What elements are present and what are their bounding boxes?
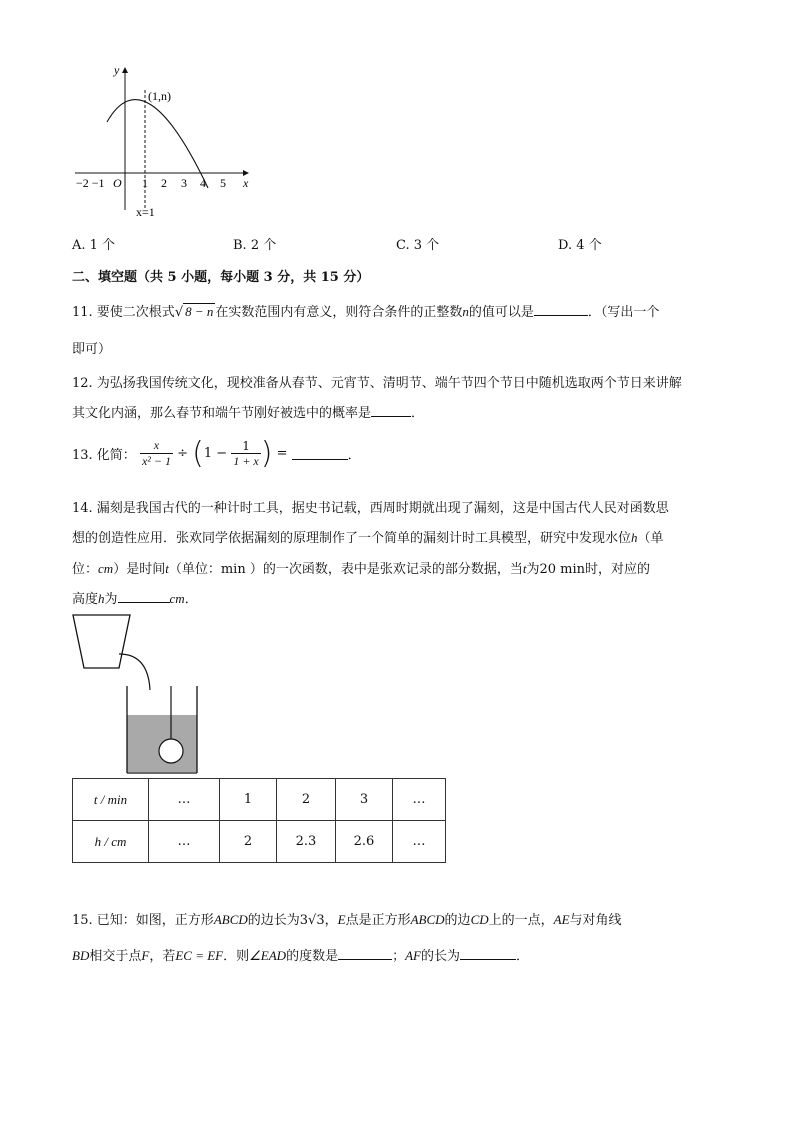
q15-side: 3√3 <box>299 913 325 928</box>
q15-cd: CD <box>470 912 489 927</box>
table-head-h: h / cm <box>73 821 149 863</box>
q11-text-suffix: 的值可以是 <box>468 305 534 320</box>
q15-a: 15. 已知：如图，正方形 <box>72 913 214 928</box>
q11-radicand: 8 − n <box>185 304 214 319</box>
q14-l4-a: 高度 <box>72 592 99 607</box>
tick-label-2: 2 <box>161 176 167 190</box>
q12-end: ． <box>411 406 425 421</box>
q15-angle: ∠EAD <box>249 948 287 963</box>
q15-end: ． <box>516 949 530 964</box>
q15-answer-blank-2[interactable] <box>460 948 516 960</box>
q13-paren-close: ) <box>260 436 273 471</box>
q15-m: ； <box>392 949 406 964</box>
y-axis-label: y <box>114 63 120 77</box>
question-11 <box>72 301 659 320</box>
q15-sq: ABCD <box>213 912 248 927</box>
q12-text: 其文化内涵，那么春节和端午节刚好被选中的概率是 <box>72 406 372 421</box>
q15-l: 的度数是 <box>286 949 339 964</box>
drip-spout <box>119 654 150 690</box>
q13-frac1-num: x <box>140 438 173 454</box>
q15-f: 的边 <box>444 913 471 928</box>
q15-af: AF <box>405 948 421 963</box>
origin-label: O <box>113 176 122 190</box>
q13-eq: = <box>276 446 288 461</box>
q13-fraction-1 <box>140 438 173 469</box>
axis-line-label: x=1 <box>136 205 155 219</box>
q14-l3-c: （单位：min ）的一次函数，表中是张欢记录的部分数据，当 <box>168 562 523 577</box>
q11-radical: √ <box>174 305 184 320</box>
q11-text-after: ．（写出一个 <box>587 305 660 320</box>
question-15-line2 <box>72 945 529 964</box>
question-15-line1 <box>72 909 622 928</box>
choice-a: A. 1 个 <box>72 238 116 253</box>
q14-l4-b: 为 <box>104 592 118 607</box>
q13-div: ÷ <box>177 446 189 461</box>
question-14-line1: 14. 漏刻是我国古代的一种计时工具，据史书记载，西周时期就出现了漏刻，这是中国古代人民对函数思 <box>72 501 669 516</box>
q14-l3-b: ）是时间 <box>113 562 166 577</box>
q14-l3-unit: cm <box>98 561 114 576</box>
q13-frac1-den: x² − 1 <box>141 454 171 468</box>
choice-b: B. 2 个 <box>233 238 277 253</box>
q15-c: ， <box>324 913 338 928</box>
float-ball <box>159 739 183 763</box>
q15-d: 点是正方形 <box>345 913 411 928</box>
section-title: 二、填空题（共 5 小题，每小题 3 分，共 15 分） <box>72 270 370 285</box>
q15-i: 相交于点 <box>89 949 142 964</box>
q15-n: 的长为 <box>420 949 460 964</box>
question-13 <box>72 436 361 471</box>
q14-l4-unit: cm <box>169 591 185 606</box>
q13-answer-blank[interactable] <box>292 448 348 460</box>
q14-var-h: h <box>631 530 638 545</box>
q14-l3-d: 为 <box>526 562 540 577</box>
question-12-line2 <box>72 402 424 421</box>
table-row <box>73 779 446 821</box>
table-cell: 2 <box>277 779 336 821</box>
q15-k: ．则 <box>223 949 250 964</box>
q14-l4-end: ． <box>184 592 198 607</box>
data-table <box>72 778 446 863</box>
q13-frac2-den: 1 + x <box>233 453 259 468</box>
table-cell: 3 <box>336 779 393 821</box>
table-head-t: t / min <box>73 779 149 821</box>
choice-c: C. 3 个 <box>396 238 440 253</box>
q14-l3-var: t <box>165 561 169 576</box>
tick-label-4: 4 <box>200 176 206 190</box>
question-12-line1: 12. 为弘扬我国传统文化，现校准备从春节、元宵节、清明节、端午节四个节日中随机选取两个节日来讲解 <box>72 376 682 391</box>
q15-answer-blank-1[interactable] <box>338 948 392 960</box>
q14-answer-blank[interactable] <box>118 591 170 603</box>
q15-sq2: ABCD <box>410 912 445 927</box>
table-row <box>73 821 446 863</box>
tick-labels-negative: −2 −1 <box>76 176 105 190</box>
tick-label-5: 5 <box>220 176 226 190</box>
q14-l3-a: 位： <box>72 562 99 577</box>
q15-ae: AE <box>553 912 570 927</box>
table-cell: … <box>393 779 446 821</box>
x-axis-label: x <box>243 176 249 190</box>
table-cell: 1 <box>220 779 277 821</box>
question-14-line2 <box>72 527 664 546</box>
question-14-line3 <box>72 558 650 577</box>
q14-l3-e: 时，对应的 <box>585 562 651 577</box>
q13-end: ． <box>347 448 361 463</box>
table-cell: 2.3 <box>277 821 336 863</box>
vertex-label: (1,n) <box>148 89 171 103</box>
q13-frac2-num: 1 <box>231 439 260 454</box>
q15-bd: BD <box>72 948 90 963</box>
q15-fpt: F <box>141 948 150 963</box>
q15-b: 的边长为 <box>247 913 300 928</box>
q15-cond: EC = EF <box>175 948 224 963</box>
table-cell: 2 <box>220 821 277 863</box>
q13-fraction-2 <box>231 439 260 469</box>
q14-line2-end: （单 <box>637 531 664 546</box>
q15-g: 上的一点， <box>488 913 554 928</box>
water-clock-diagram <box>70 612 210 778</box>
table-cell: … <box>393 821 446 863</box>
q13-paren-open: ( <box>192 436 204 471</box>
q12-answer-blank[interactable] <box>371 405 411 417</box>
q14-l3-val: 20 min <box>539 562 586 577</box>
choice-d: D. 4 个 <box>558 238 602 253</box>
q13-one-minus: 1 − <box>203 446 228 461</box>
q15-j: ，若 <box>149 949 176 964</box>
q14-l3-var2: t <box>522 561 527 576</box>
question-14-line4 <box>72 588 198 607</box>
tick-label-3: 3 <box>181 176 187 190</box>
q11-text: 11. 要使二次根式 <box>72 305 175 320</box>
upper-vessel <box>73 615 130 668</box>
table-cell: 2.6 <box>336 821 393 863</box>
parabola-graph <box>70 60 260 220</box>
table-cell: … <box>149 821 220 863</box>
q14-l4-var: h <box>98 591 105 606</box>
q15-e: E <box>337 912 346 927</box>
question-11-line2: 即可） <box>72 342 112 357</box>
q14-line2-text: 想的创造性应用．张欢同学依据漏刻的原理制作了一个简单的漏刻计时工具模型，研究中发现水位 <box>72 531 632 546</box>
table-cell: … <box>149 779 220 821</box>
parabola-curve <box>107 100 208 188</box>
q15-h: 与对角线 <box>569 913 622 928</box>
tick-label-1: 1 <box>142 176 148 190</box>
q11-var: n <box>462 304 469 319</box>
q13-text: 13. 化简： <box>72 448 136 463</box>
q11-answer-blank[interactable] <box>534 304 588 316</box>
q11-text-mid: 在实数范围内有意义，则符合条件的正整数 <box>215 305 463 320</box>
